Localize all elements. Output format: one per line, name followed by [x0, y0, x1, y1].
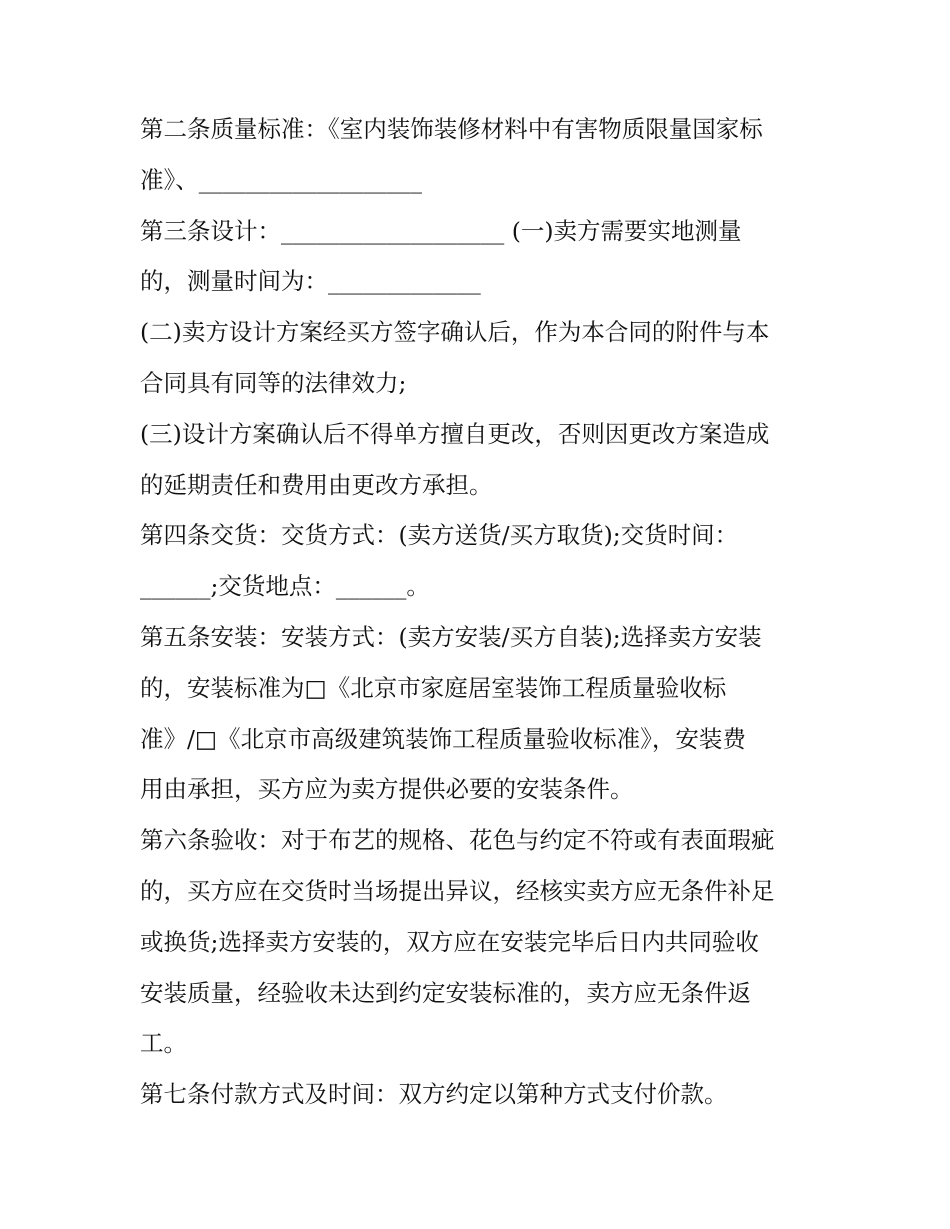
text-line: 的，测量时间为：_____________ [140, 267, 481, 296]
text-line: 合同具有同等的法律效力; [140, 368, 407, 397]
text-line: 准》/□《北京市高级建筑装饰工程质量验收标准》，安装费 [140, 724, 746, 753]
text-line: 准》、___________________ [140, 165, 422, 194]
text-line: 用由承担，买方应为卖方提供必要的安装条件。 [140, 775, 634, 804]
text-line: 的，买方应在交货时当场提出异议，经核实卖方应无条件补足 [140, 876, 775, 905]
text-line: 第四条交货：交货方式：(卖方送货/买方取货);交货时间： [140, 521, 739, 550]
text-line: 安装质量，经验收未达到约定安装标准的，卖方应无条件返 [140, 978, 751, 1007]
text-line: (二)卖方设计方案经买方签字确认后，作为本合同的附件与本 [140, 318, 770, 347]
text-line: (三)设计方案确认后不得单方擅自更改，否则因更改方案造成 [140, 419, 770, 448]
text-line: 第三条设计：___________________ (一)卖方需要实地测量 [140, 216, 742, 245]
document-body [140, 104, 820, 1120]
text-line: 第七条付款方式及时间：双方约定以第种方式支付价款。 [140, 1080, 728, 1109]
text-line: 工。 [140, 1029, 187, 1058]
text-line: 或换货;选择卖方安装的，双方应在安装完毕后日内共同验收 [140, 927, 759, 956]
text-line: 第二条质量标准：《室内装饰装修材料中有害物质限量国家标 [140, 115, 763, 143]
text-line: 第五条安装：安装方式：(卖方安装/买方自装);选择卖方安装 [140, 622, 762, 651]
text-line: 第六条验收：对于布艺的规格、花色与约定不符或有表面瑕疵 [140, 826, 775, 855]
text-line: ______;交货地点：______。 [140, 572, 430, 601]
text-line: 的延期责任和费用由更改方承担。 [140, 470, 493, 499]
text-line: 的，安装标准为□《北京市家庭居室装饰工程质量验收标 [140, 673, 727, 702]
